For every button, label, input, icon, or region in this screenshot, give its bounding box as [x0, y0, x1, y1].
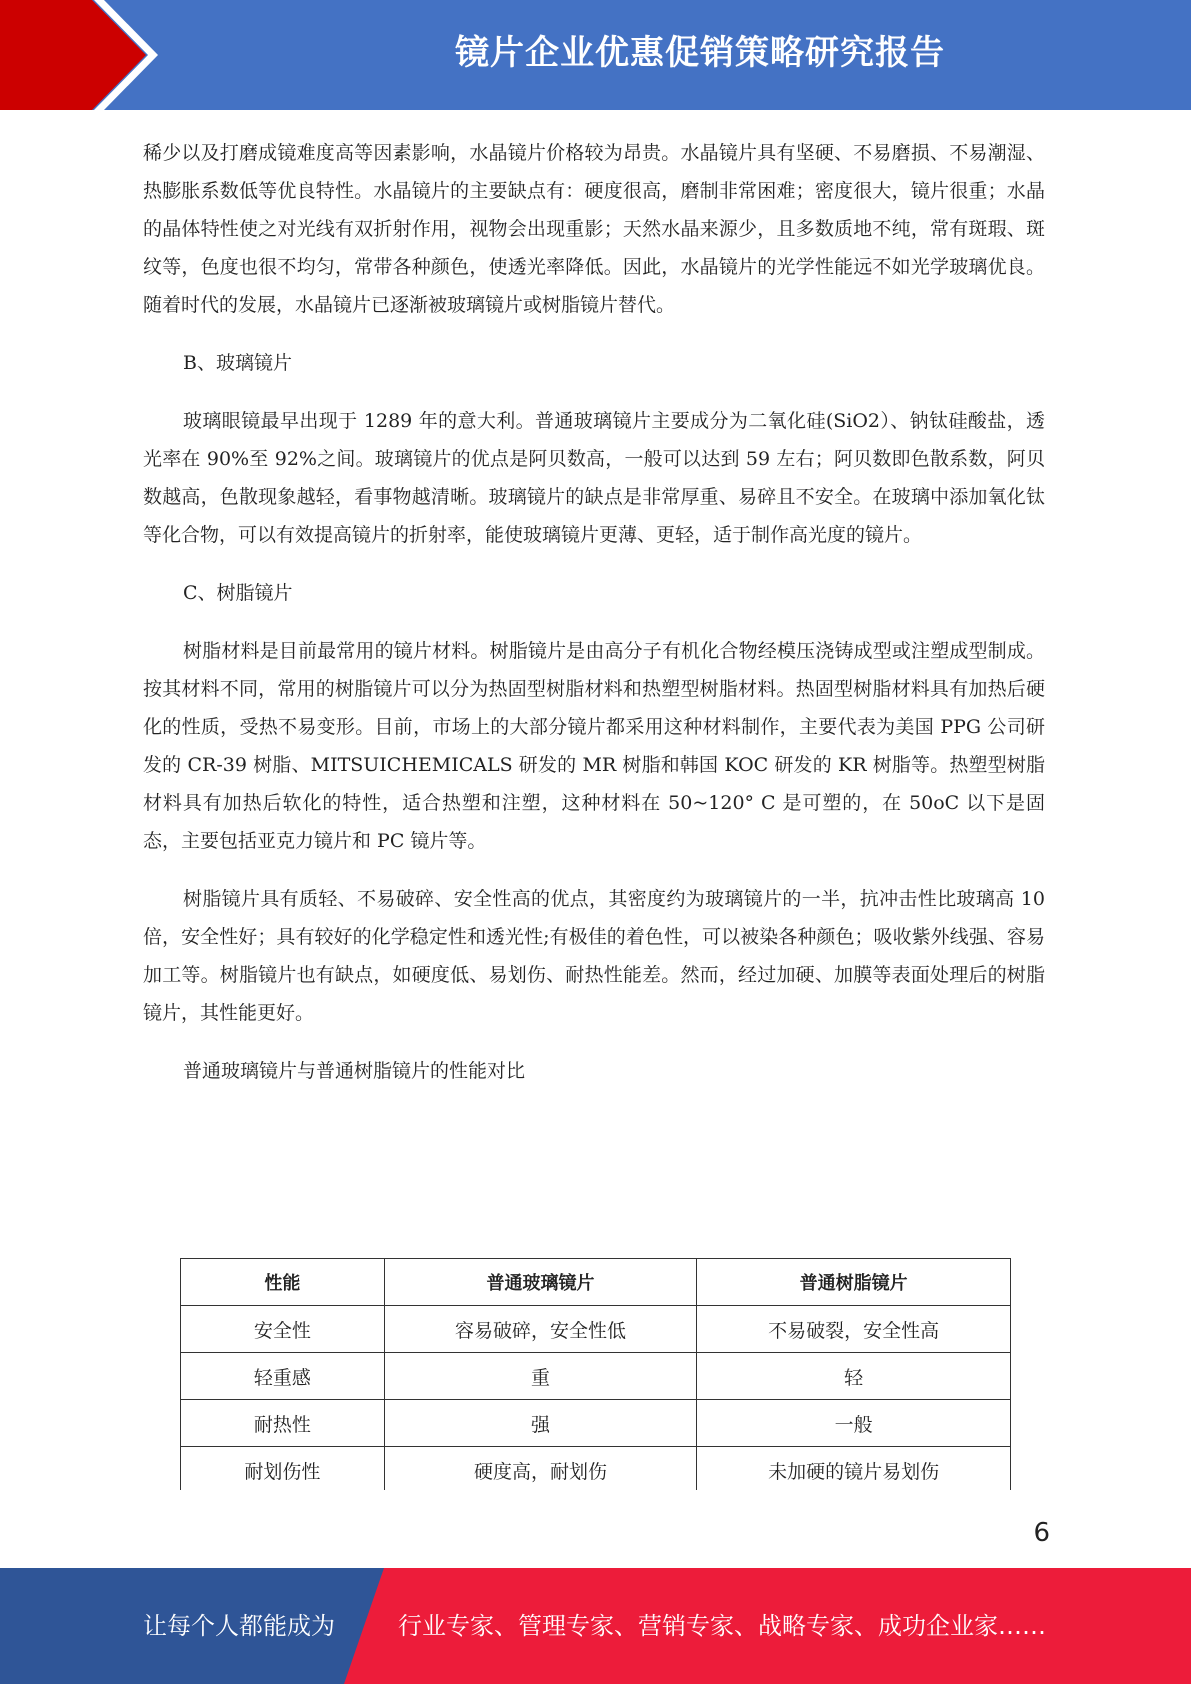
table-cell: 硬度高，耐划伤 — [384, 1447, 697, 1491]
page-header — [0, 0, 1191, 110]
table-header-row — [181, 1259, 1011, 1306]
column-header-property: 性能 — [181, 1259, 385, 1306]
column-header-resin-lens: 普通树脂镜片 — [697, 1259, 1011, 1306]
table-cell: 未加硬的镜片易划伤 — [697, 1447, 1011, 1491]
paragraph-glass-lens: 玻璃眼镜最早出现于 1289 年的意大利。普通玻璃镜片主要成分为二氧化硅(SiO2）、钠钛硅酸盐，透光率在 90%至 92%之间。玻璃镜片的优点是阿贝数高，一般可以达到 59 左右；阿贝数即色散系数，阿贝数越高，色散现象越轻，看事物越清晰。玻璃镜片的缺点是非常厚重、易碎且不安全。在玻璃中添加氧化钛等化合物，可以有效提高镜片的折射率，能使玻璃镜片更薄、更轻，适于制作高光度的镜片。 — [143, 410, 1045, 546]
table-cell: 安全性 — [181, 1306, 385, 1353]
section-heading-resin-lens: C、树脂镜片 — [183, 582, 293, 604]
table-caption: 普通玻璃镜片与普通树脂镜片的性能对比 — [183, 1060, 526, 1082]
table-row — [181, 1447, 1011, 1491]
document-body — [143, 134, 1045, 1108]
footer-slogan-roles: 行业专家、管理专家、营销专家、战略专家、成功企业家…… — [398, 1612, 1046, 1640]
section-heading-glass-lens: B、玻璃镜片 — [183, 352, 292, 374]
report-title: 镜片企业优惠促销策略研究报告 — [455, 33, 945, 73]
column-header-glass-lens: 普通玻璃镜片 — [384, 1259, 697, 1306]
comparison-table-wrapper — [180, 1258, 1011, 1490]
paragraph-resin-properties: 树脂镜片具有质轻、不易破碎、安全性高的优点，其密度约为玻璃镜片的一半，抗冲击性比玻璃高 10 倍，安全性好；具有较好的化学稳定性和透光性;有极佳的着色性，可以被染各种颜色；吸收紫外线强、容易加工等。树脂镜片也有缺点，如硬度低、易划伤、耐热性能差。然而，经过加硬、加膜等表面处理后的树脂镜片，其性能更好。 — [143, 888, 1045, 1024]
comparison-table — [180, 1258, 1011, 1490]
footer-slogan-lead: 让每个人都能成为 — [143, 1612, 335, 1640]
table-cell: 强 — [384, 1400, 697, 1447]
table-cell: 耐划伤性 — [181, 1447, 385, 1491]
table-cell: 重 — [384, 1353, 697, 1400]
table-cell: 一般 — [697, 1400, 1011, 1447]
table-cell: 容易破碎，安全性低 — [384, 1306, 697, 1353]
table-cell: 不易破裂，安全性高 — [697, 1306, 1011, 1353]
table-row — [181, 1353, 1011, 1400]
page-number: 6 — [1033, 1518, 1050, 1548]
table-cell: 轻重感 — [181, 1353, 385, 1400]
page-footer — [0, 1568, 1191, 1684]
table-row — [181, 1306, 1011, 1353]
paragraph-resin-material: 树脂材料是目前最常用的镜片材料。树脂镜片是由高分子有机化合物经模压浇铸成型或注塑成型制成。按其材料不同，常用的树脂镜片可以分为热固型树脂材料和热塑型树脂材料。热固型树脂材料具有加热后硬化的性质，受热不易变形。目前，市场上的大部分镜片都采用这种材料制作，主要代表为美国 PPG 公司研发的 CR-39 树脂、MITSUICHEMICALS 研发的 MR 树脂和韩国 KOC 研发的 KR 树脂等。热塑型树脂材料具有加热后软化的特性，适合热塑和注塑，这种材料在 50~120° C 是可塑的，在 50oC 以下是固态，主要包括亚克力镜片和 PC 镜片等。 — [143, 640, 1045, 852]
table-cell: 耐热性 — [181, 1400, 385, 1447]
table-row — [181, 1400, 1011, 1447]
paragraph-crystal-lens: 稀少以及打磨成镜难度高等因素影响，水晶镜片价格较为昂贵。水晶镜片具有坚硬、不易磨损、不易潮湿、热膨胀系数低等优良特性。水晶镜片的主要缺点有：硬度很高，磨制非常困难；密度很大，镜片很重；水晶的晶体特性使之对光线有双折射作用，视物会出现重影；天然水晶来源少，且多数质地不纯，常有斑瑕、斑纹等，色度也很不均匀，常带各种颜色，使透光率降低。因此，水晶镜片的光学性能远不如光学玻璃优良。随着时代的发展，水晶镜片已逐渐被玻璃镜片或树脂镜片替代。 — [143, 142, 1045, 316]
table-cell: 轻 — [697, 1353, 1011, 1400]
header-arrow-icon — [0, 0, 160, 110]
